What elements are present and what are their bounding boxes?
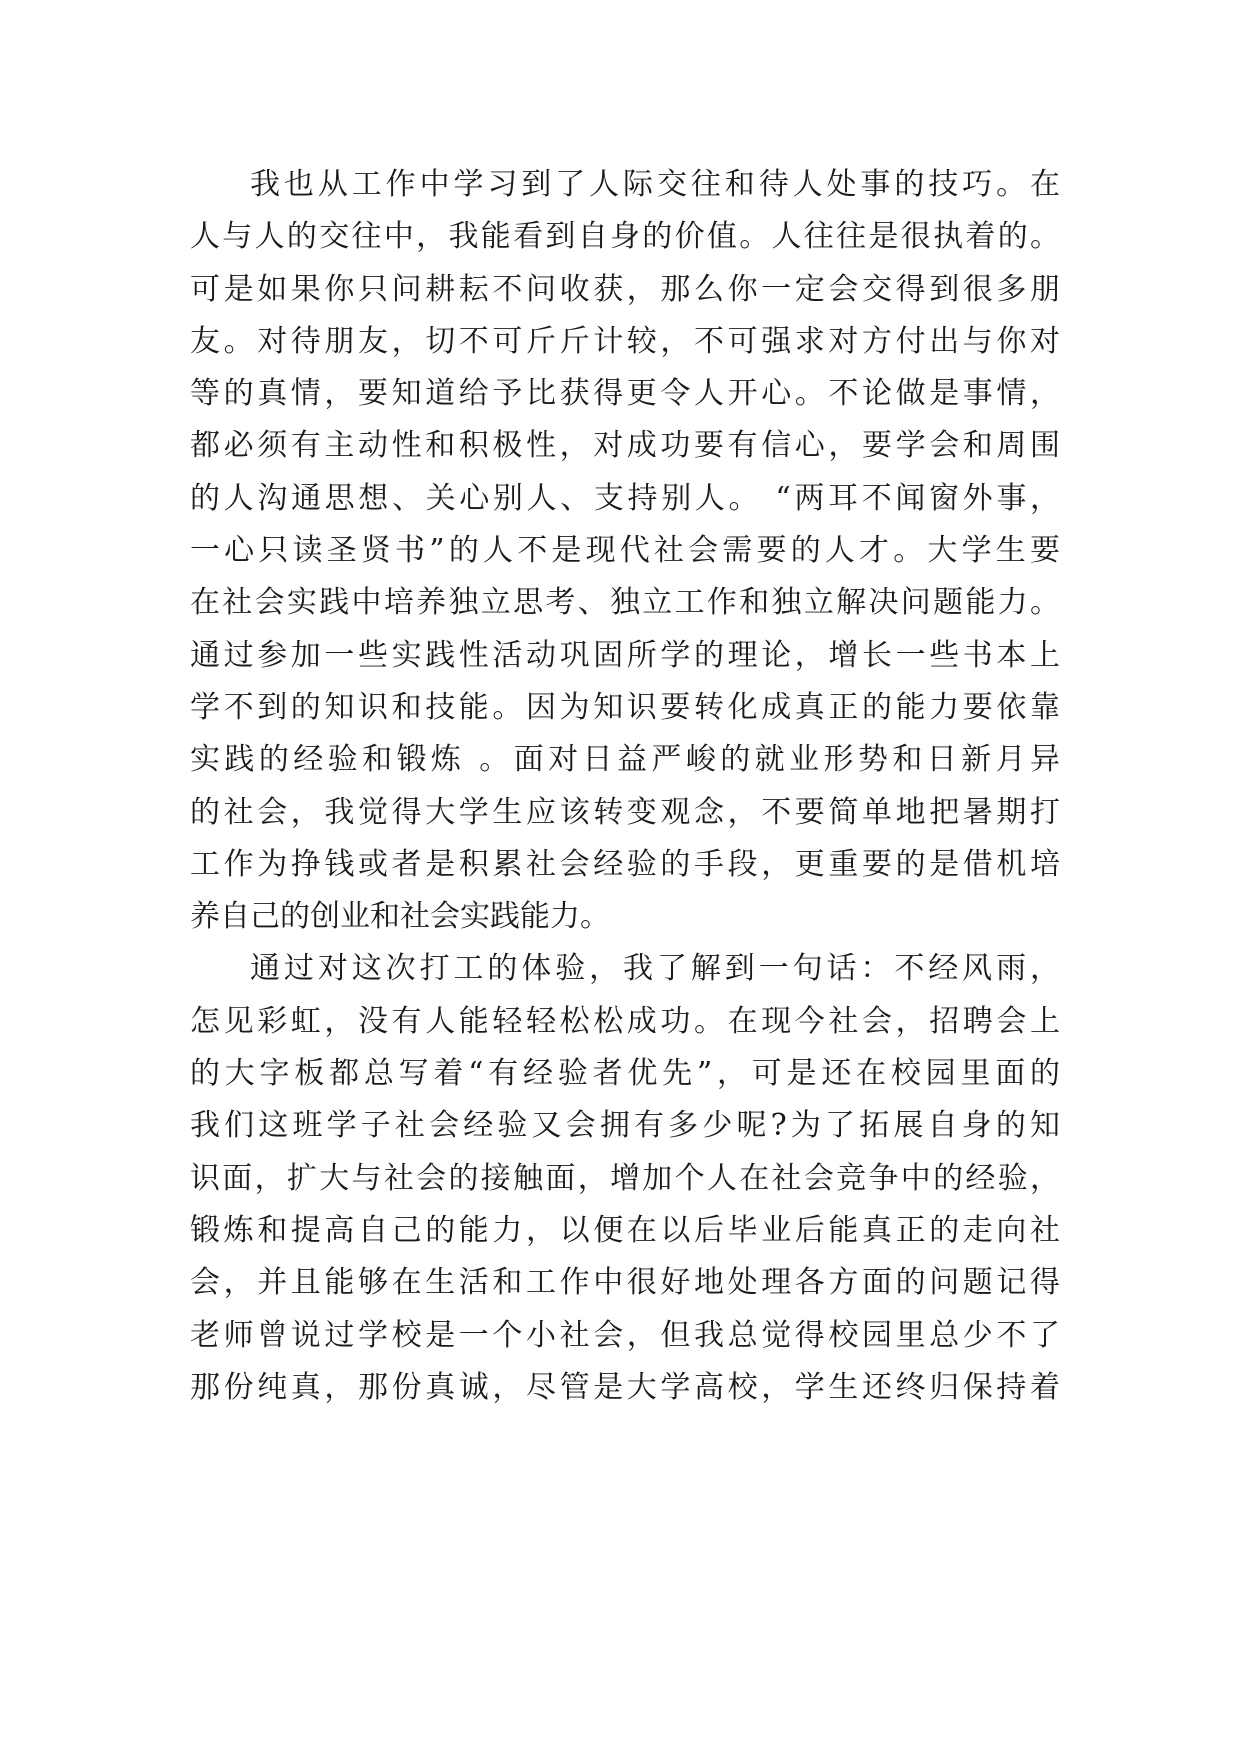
text-line: 在社会实践中培养独立思考、独立工作和独立解决问题能力。 bbox=[190, 585, 1060, 621]
text-line: 都必须有主动性和积极性，对成功要有信心，要学会和周围 bbox=[190, 428, 1060, 464]
text-line: 的社会，我觉得大学生应该转变观念，不要简单地把暑期打 bbox=[190, 794, 1060, 830]
document-body bbox=[190, 159, 1060, 1414]
text-line: 实践的经验和锻炼 。面对日益严峻的就业形势和日新月异 bbox=[190, 742, 1060, 778]
text-line: 怎见彩虹，没有人能轻轻松松成功。在现今社会，招聘会上 bbox=[190, 1003, 1060, 1039]
text-line: 老师曾说过学校是一个小社会，但我总觉得校园里总少不了 bbox=[190, 1317, 1060, 1353]
text-line: 学不到的知识和技能。因为知识要转化成真正的能力要依靠 bbox=[190, 689, 1060, 725]
text-line: 我们这班学子社会经验又会拥有多少呢?为了拓展自身的知 bbox=[190, 1108, 1060, 1144]
text-line: 锻炼和提高自己的能力，以便在以后毕业后能真正的走向社 bbox=[190, 1212, 1060, 1248]
text-line: 人与人的交往中，我能看到自身的价值。人往往是很执着的。 bbox=[190, 219, 1060, 255]
text-line: 一心只读圣贤书”的人不是现代社会需要的人才。大学生要 bbox=[190, 533, 1060, 569]
text-line: 养自己的创业和社会实践能力。 bbox=[190, 899, 610, 935]
text-line: 可是如果你只问耕耘不问收获，那么你一定会交得到很多朋 bbox=[190, 271, 1060, 307]
text-line: 通过对这次打工的体验，我了解到一句话：不经风雨， bbox=[250, 951, 1060, 987]
paragraph-2 bbox=[190, 943, 1060, 1414]
text-line: 我也从工作中学习到了人际交往和待人处事的技巧。在 bbox=[250, 167, 1060, 202]
text-line: 的大字板都总写着“有经验者优先”，可是还在校园里面的 bbox=[190, 1056, 1060, 1092]
text-line: 通过参加一些实践性活动巩固所学的理论，增长一些书本上 bbox=[190, 637, 1060, 673]
text-line: 友。对待朋友，切不可斤斤计较，不可强求对方付出与你对 bbox=[190, 323, 1060, 359]
text-line: 会，并且能够在生活和工作中很好地处理各方面的问题记得 bbox=[190, 1265, 1060, 1301]
paragraph-1 bbox=[190, 159, 1060, 943]
text-line: 等的真情，要知道给予比获得更令人开心。不论做是事情， bbox=[190, 376, 1060, 412]
text-line: 识面，扩大与社会的接触面，增加个人在社会竞争中的经验， bbox=[190, 1160, 1060, 1196]
text-line: 工作为挣钱或者是积累社会经验的手段，更重要的是借机培 bbox=[190, 846, 1060, 882]
text-line: 的人沟通思想、关心别人、支持别人。 “两耳不闻窗外事， bbox=[190, 480, 1060, 516]
text-line: 那份纯真，那份真诚，尽管是大学高校，学生还终归保持着 bbox=[190, 1369, 1060, 1405]
